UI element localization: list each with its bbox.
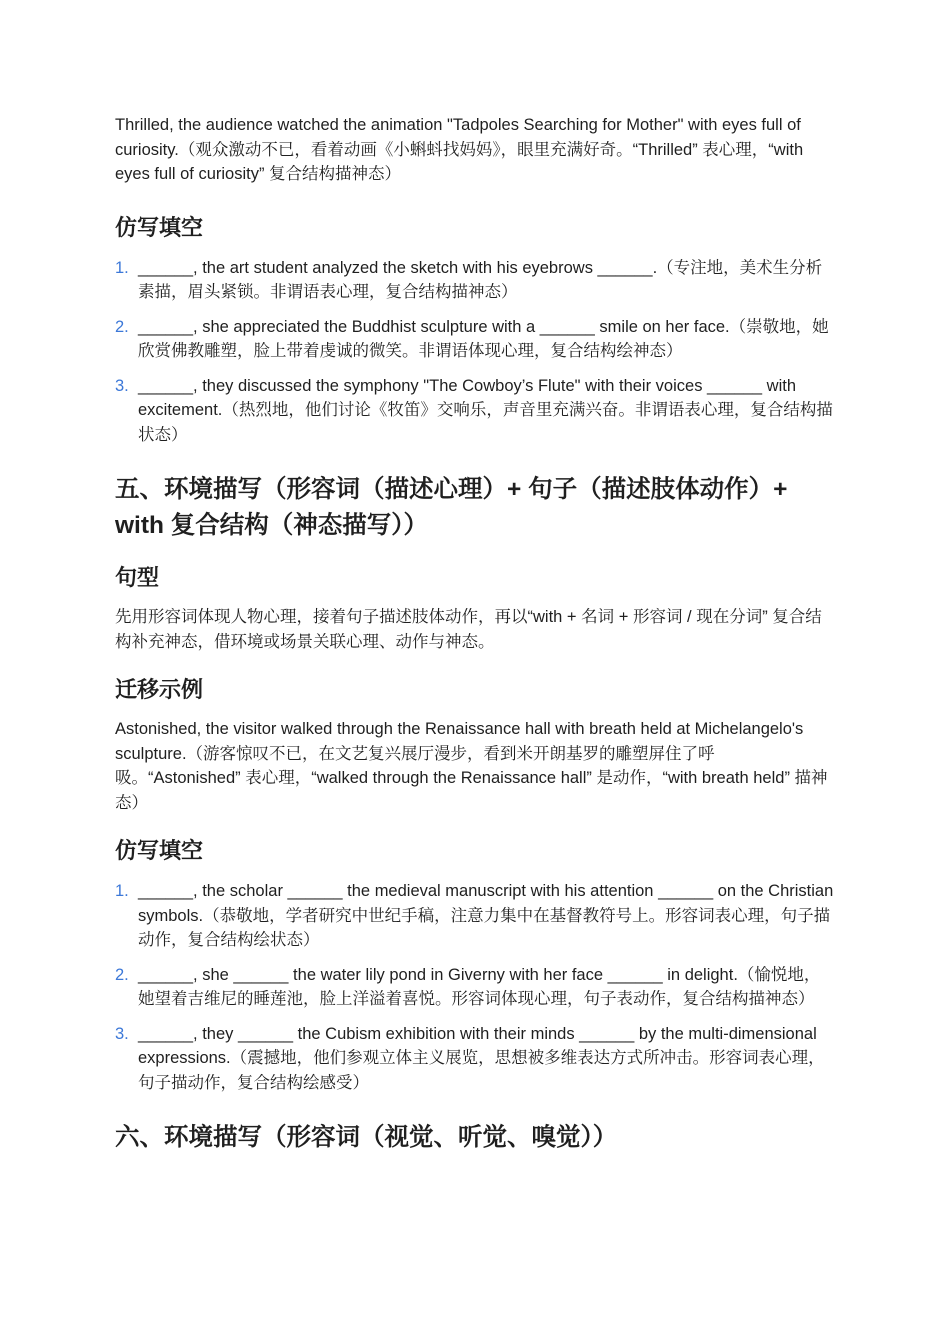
pattern-paragraph: 先用形容词体现人物心理，接着句子描述肢体动作，再以“with + 名词 + 形容词 / 现在分词” 复合结构补充神态，借环境或场景关联心理、动作与神态。 bbox=[115, 608, 822, 651]
section-heading: 六、环境描写（形容词（视觉、听觉、嗅觉）） bbox=[115, 1124, 618, 1151]
intro-paragraph: Thrilled, the audience watched the animation "Tadpoles Searching for Mother" with eyes full of curiosity.（观众激动不已，看着动画《小蝌蚪找妈妈》，眼里充满好奇。“Thrilled” 表心理，“with eyes full of curiosity” 复合结构描神态） bbox=[115, 116, 804, 183]
practice-heading: 仿写填空 bbox=[115, 838, 204, 863]
list-item-text: ______, they discussed the symphony "The Cowboy’s Flute" with their voices ______ with excitement.（热烈地，他们讨论《牧笛》交响乐，声音里充满兴奋。非谓语表心理，复合结构描状态） bbox=[138, 376, 833, 444]
list-number: 2. bbox=[115, 317, 129, 336]
list-number: 2. bbox=[115, 965, 129, 984]
list-item bbox=[115, 963, 835, 1012]
list-number: 3. bbox=[115, 1024, 129, 1043]
document-page bbox=[115, 113, 835, 1156]
practice-list bbox=[115, 879, 835, 1095]
list-item bbox=[115, 1022, 835, 1096]
list-item bbox=[115, 879, 835, 953]
practice-list bbox=[115, 256, 835, 448]
list-item-text: ______, they ______ the Cubism exhibition with their minds ______ by the multi-dimensional expressions.（震撼地，他们参观立体主义展览，思想被多维表达方式所冲击。形容词表心理，句子描动作，复合结构绘感受） bbox=[138, 1024, 825, 1092]
list-item bbox=[115, 256, 835, 305]
list-item-text: ______, she ______ the water lily pond in Giverny with her face ______ in delight.（愉悦地，她望着吉维尼的睡莲池，脸上洋溢着喜悦。形容词体现心理，句子表动作，复合结构描神态） bbox=[138, 965, 821, 1008]
pattern-heading: 句型 bbox=[115, 565, 160, 590]
list-number: 1. bbox=[115, 882, 129, 900]
list-item bbox=[115, 315, 835, 364]
list-number: 3. bbox=[115, 376, 129, 395]
section-heading: 五、环境描写（形容词（描述心理）+ 句子（描述肢体动作）+ with 复合结构（神态描写）） bbox=[115, 476, 788, 539]
list-item-text: ______, the scholar ______ the medieval manuscript with his attention ______ on the Christian symbols.（恭敬地，学者研究中世纪手稿，注意力集中在基督教符号上。形容词表心理，句子描动作，复合结构绘状态） bbox=[138, 882, 834, 949]
list-item-text: ______, the art student analyzed the sketch with his eyebrows ______.（专注地，美术生分析素描，眉头紧锁。非谓语表心理，复合结构描神态） bbox=[138, 258, 823, 301]
practice-heading: 仿写填空 bbox=[115, 214, 204, 240]
list-item bbox=[115, 374, 835, 448]
example-paragraph: Astonished, the visitor walked through the Renaissance hall with breath held at Michelangelo's sculpture.（游客惊叹不已，在文艺复兴展厅漫步，看到米开朗基罗的雕塑屏住了呼吸。“Astonished” 表心理，“walked through the Renaissance hall” 是动作，“with breath held” 描神态） bbox=[115, 720, 828, 812]
list-number: 1. bbox=[115, 258, 129, 277]
list-item-text: ______, she appreciated the Buddhist sculpture with a ______ smile on her face.（崇敬地，她欣赏佛教雕塑，脸上带着虔诚的微笑。非谓语体现心理，复合结构绘神态） bbox=[138, 317, 829, 360]
example-heading: 迁移示例 bbox=[115, 677, 204, 702]
